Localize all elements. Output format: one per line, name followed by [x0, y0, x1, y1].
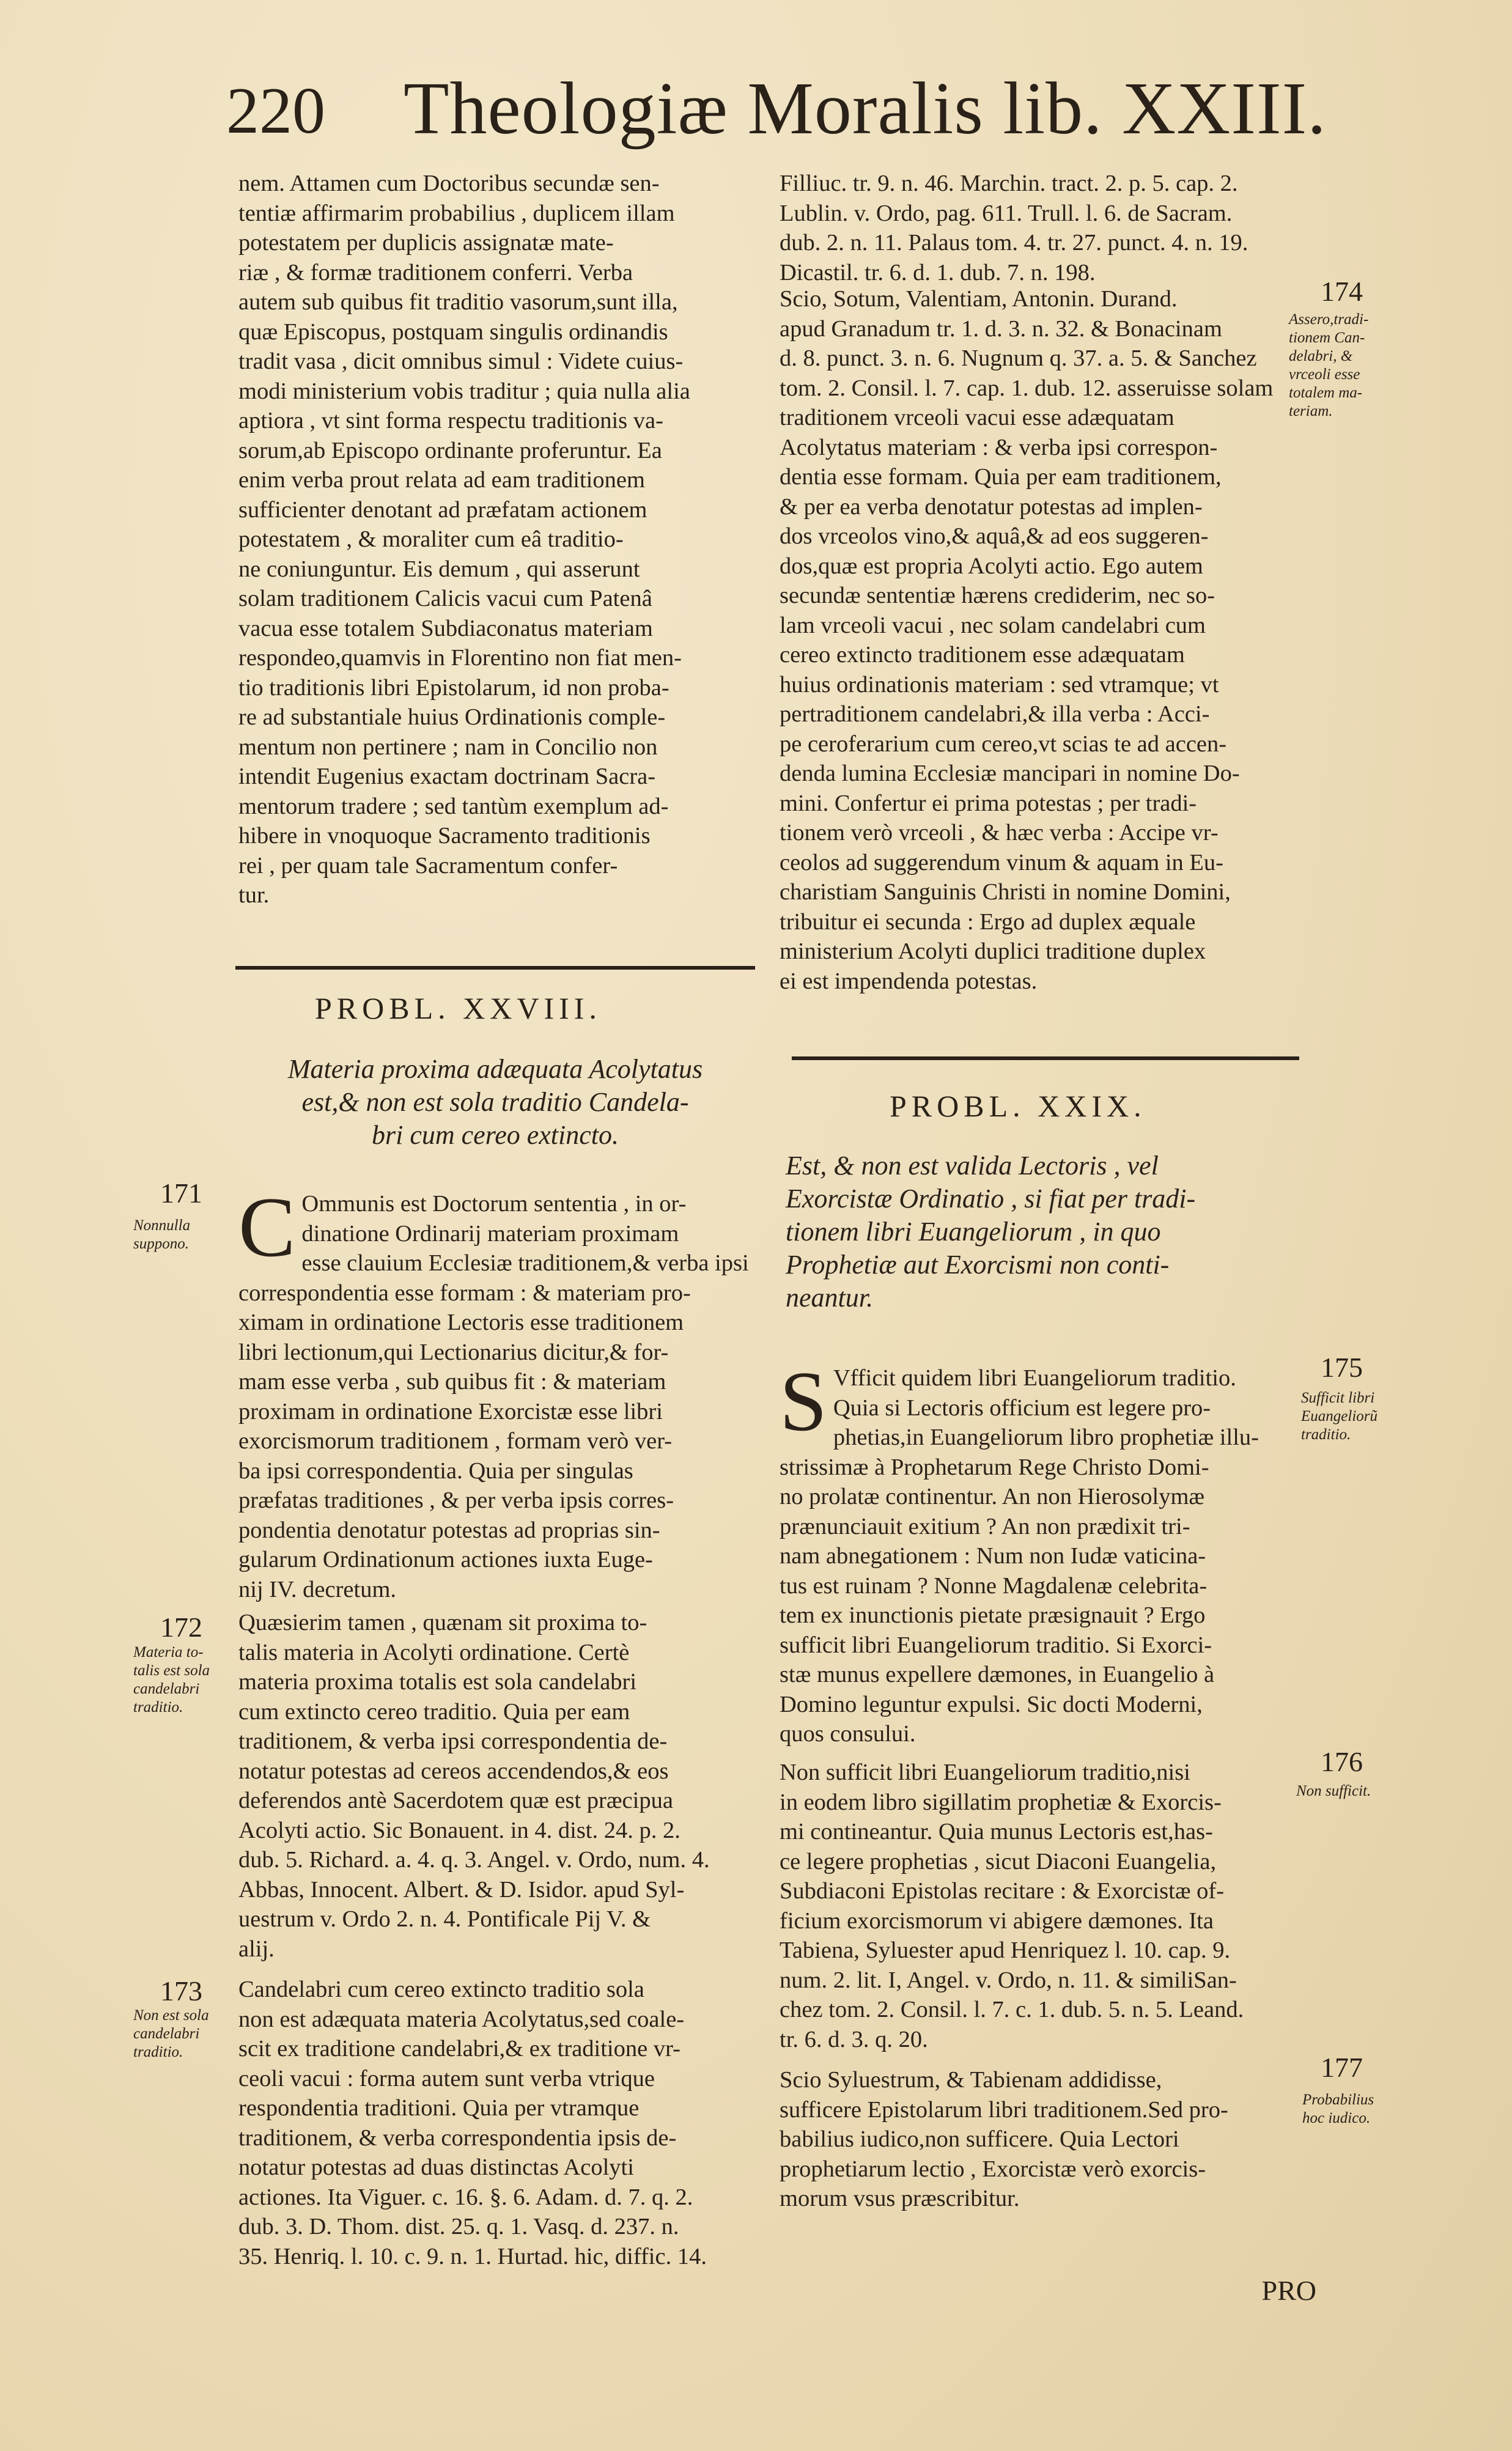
text-line: solam traditionem Calicis vacui cum Patenâ — [238, 586, 652, 611]
section-175 — [780, 1354, 1293, 1749]
text-line: ceolos ad suggerendum vinum & aquam in Eu- — [780, 849, 1223, 875]
text-line: respondentia traditioni. Quia per vtramque — [238, 2095, 640, 2121]
text-line: quæ Episcopus, postquam singulis ordinandis — [238, 319, 668, 345]
text-line: Quia si Lectoris officium est legere pro- — [833, 1395, 1211, 1421]
text-line: sufficit libri Euangeliorum traditio. Si Exorci- — [780, 1632, 1212, 1658]
probl-heading-28: PROBL. XXVIII. — [315, 991, 602, 1025]
gloss-line: Nonnulla — [133, 1217, 191, 1234]
text-line: charistiam Sanguinis Christi in nomine Domini, — [780, 879, 1231, 905]
text-line: tionem libri Euangeliorum , in quo — [786, 1217, 1161, 1247]
text-line: apud Granadum tr. 1. d. 3. n. 32. & Bonacinam — [780, 315, 1222, 342]
text-line: Quæsierim tamen , quænam sit proxima to- — [238, 1610, 647, 1635]
probl-heading-29: PROBL. XXIX. — [890, 1089, 1146, 1123]
text-line: mentorum tradere ; sed tantùm exemplum ad- — [238, 793, 669, 819]
text-line: Acolytatus materiam : & verba ipsi correspon- — [780, 434, 1218, 460]
left-continuation — [238, 169, 752, 910]
text-line: cereo extincto traditionem esse adæquatam — [780, 642, 1185, 668]
text-line: num. 2. lit. I, Angel. v. Ordo, n. 11. & similiSan- — [780, 1967, 1237, 1993]
text-line: traditionem vrceoli vacui esse adæquatam — [780, 405, 1175, 430]
text-line: traditionem, & verba correspondentia ipsis de- — [238, 2125, 677, 2151]
text-line: quos consului. — [780, 1721, 916, 1747]
gloss-line: teriam. — [1289, 403, 1333, 419]
text-line: dos,quæ est propria Acolyti actio. Ego autem — [780, 553, 1203, 579]
text-line: tem ex inunctionis pietate præsignauit ? Ergo — [780, 1602, 1206, 1628]
probl-subtitle-28 — [245, 1053, 746, 1152]
text-line: Lublin. v. Ordo, pag. 611. Trull. l. 6. de Sacram. — [780, 200, 1233, 226]
text-line: modi ministerium vobis traditur ; quia nulla alia — [238, 378, 690, 404]
text-line: tribuitur ei secunda : Ergo ad duplex æquale — [780, 909, 1196, 935]
text-line: nem. Attamen cum Doctoribus secundæ sen- — [238, 171, 660, 196]
text-line: riæ , & formæ traditionem conferri. Verba — [238, 259, 633, 286]
text-line: 35. Henriq. l. 10. c. 9. n. 1. Hurtad. hic, diffic. 14. — [238, 2243, 707, 2269]
text-line: aptiora , vt sint forma respectu traditionis va- — [238, 408, 663, 433]
text-line: notatur potestas ad duas distinctas Acolyti — [238, 2154, 634, 2180]
text-line: mam esse verba , sub quibus fit : & materiam — [238, 1369, 666, 1395]
section-rule — [235, 966, 755, 970]
gloss-line: candelabri — [133, 2025, 200, 2042]
marginal-number-176: 176 — [1321, 1746, 1363, 1777]
text-line: Materia proxima adæquata Acolytatus — [287, 1054, 703, 1084]
text-line: phetias,in Euangeliorum libro prophetiæ illu- — [833, 1425, 1259, 1450]
gloss-line: Non est sola — [133, 2007, 209, 2024]
marginal-gloss-175 — [1301, 1389, 1399, 1444]
gloss-line: candelabri — [133, 1681, 200, 1697]
text-line: morum vsus præscribitur. — [780, 2186, 1020, 2211]
text-line: hibere in vnoquoque Sacramento traditionis — [238, 823, 651, 849]
text-line: tur. — [238, 882, 270, 908]
text-line: tio traditionis libri Epistolarum, id non proba- — [238, 674, 669, 701]
text-line: Subdiaconi Epistolas recitare : & Exorcistæ of- — [780, 1878, 1225, 1904]
marginal-gloss-171 — [133, 1217, 231, 1253]
text-line: stæ munus expellere dæmones, in Euangelio à — [780, 1662, 1215, 1687]
text-line: Scio, Sotum, Valentiam, Antonin. Durand. — [780, 286, 1178, 312]
section-rule — [792, 1056, 1299, 1060]
text-line: ce legere prophetias , sicut Diaconi Euangelia, — [780, 1848, 1217, 1874]
text-line: ministerium Acolyti duplici traditione duplex — [780, 938, 1206, 964]
section-172 — [238, 1608, 752, 1964]
gloss-line: totalem ma- — [1289, 385, 1363, 401]
text-line: Candelabri cum cereo extincto traditio sola — [238, 1977, 644, 2002]
marginal-gloss-173 — [133, 2007, 231, 2062]
text-line: est,& non est sola traditio Candela- — [301, 1087, 689, 1117]
text-line: vacua esse totalem Subdiaconatus materiam — [238, 615, 653, 641]
text-line: autem sub quibus fit traditio vasorum,sunt illa, — [238, 289, 678, 315]
text-line: non est adæquata materia Acolytatus,sed coale- — [238, 2006, 685, 2032]
marginal-number-173: 173 — [160, 1975, 202, 2007]
text-line: exorcismorum traditionem , formam verò ver- — [238, 1428, 673, 1454]
marginal-number-171: 171 — [160, 1178, 202, 1209]
text-line: gularum Ordinationum actiones iuxta Euge- — [238, 1547, 653, 1572]
text-line: Exorcistæ Ordinatio , si fiat per tradi- — [786, 1184, 1196, 1214]
text-line: d. 8. punct. 3. n. 6. Nugnum q. 37. a. 5. & Sanchez — [780, 345, 1257, 371]
text-line: Ommunis est Doctorum sententia , in or- — [301, 1191, 687, 1217]
gloss-line: hoc iudico. — [1302, 2110, 1371, 2126]
text-line: prænunciauit exitium ? An non prædixit tri- — [780, 1513, 1190, 1539]
text-line: Prophetiæ aut Exorcismi non conti- — [786, 1250, 1170, 1280]
text-line: rei , per quam tale Sacramentum confer- — [238, 852, 618, 879]
section-173 — [238, 1975, 752, 2271]
gloss-line: tionem Can- — [1289, 330, 1365, 346]
section-176 — [780, 1758, 1293, 2054]
drop-cap: S — [780, 1354, 827, 1449]
text-line: tus est ruinam ? Nonne Magdalenæ celebrita- — [780, 1572, 1208, 1599]
text-line: enim verba prout relata ad eam traditionem — [238, 467, 645, 493]
marginal-gloss-177 — [1302, 2091, 1400, 2128]
text-line: Tabiena, Syluester apud Henriquez l. 10. cap. 9. — [780, 1937, 1231, 1963]
text-line: dub. 5. Richard. a. 4. q. 3. Angel. v. Ordo, num. 4. — [238, 1847, 710, 1873]
text-line: Domino leguntur expulsi. Sic docti Moderni, — [780, 1691, 1203, 1717]
text-line: mentum non pertinere ; nam in Concilio non — [238, 734, 658, 760]
marginal-number-175: 175 — [1321, 1352, 1363, 1383]
marginal-gloss-172 — [133, 1643, 231, 1717]
text-line: præfatas traditiones , & per verba ipsis corres- — [238, 1487, 674, 1513]
text-line: scit ex traditione candelabri,& ex traditione vr- — [238, 2036, 680, 2062]
text-line: libri lectionum,qui Lectionarius dicitur,& for- — [238, 1339, 669, 1365]
gloss-line: Sufficit libri — [1301, 1390, 1375, 1406]
text-line: intendit Eugenius exactam doctrinam Sacra- — [238, 764, 656, 789]
text-line: mini. Confertur ei prima potestas ; per tradi- — [780, 790, 1197, 816]
text-line: alij. — [238, 1936, 275, 1962]
right-continuation — [780, 169, 1293, 287]
gloss-line: vrceoli esse — [1289, 366, 1360, 383]
text-line: potestatem per duplicis assignatæ mate- — [238, 230, 614, 256]
text-line: dinatione Ordinarij materiam proximam — [301, 1220, 679, 1247]
gloss-line: delabri, & — [1289, 348, 1353, 364]
gloss-line: Non sufficit. — [1296, 1783, 1371, 1799]
section-174 — [780, 284, 1293, 996]
text-line: talis materia in Acolyti ordinatione. Certè — [238, 1639, 630, 1665]
text-line: esse clauium Ecclesiæ traditionem,& verba ipsi — [301, 1250, 749, 1276]
probl-subtitle-29 — [786, 1149, 1293, 1314]
text-line: pe ceroferarium cum cereo,vt scias te ad accen- — [780, 731, 1227, 757]
text-line: babilius iudico,non sufficere. Quia Lectori — [780, 2126, 1179, 2152]
text-line: ceoli vacui : forma autem sunt verba vtrique — [238, 2065, 655, 2092]
text-line: tr. 6. d. 3. q. 20. — [780, 2026, 928, 2052]
text-line: ximam in ordinatione Lectoris esse traditionem — [238, 1310, 684, 1335]
text-line: denda lumina Ecclesiæ mancipari in nomine Do- — [780, 761, 1240, 786]
text-line: & per ea verba denotatur potestas ad implen- — [780, 493, 1203, 520]
section-177 — [780, 2065, 1293, 2214]
text-line: proximam in ordinatione Exorcistæ esse libri — [238, 1398, 663, 1425]
gloss-line: Assero,tradi- — [1289, 311, 1369, 328]
text-line: huius ordinationis materiam : sed vtramque; vt — [780, 671, 1219, 698]
text-line: dub. 3. D. Thom. dist. 25. q. 1. Vasq. d. 237. n. — [238, 2214, 679, 2239]
text-line: re ad substantiale huius Ordinationis comple- — [238, 704, 666, 730]
text-line: dos vrceolos vino,& aquâ,& ad eos suggeren- — [780, 523, 1209, 549]
text-line: Acolyti actio. Sic Bonauent. in 4. dist. 24. p. 2. — [238, 1817, 680, 1843]
text-line: traditionem, & verba ipsi correspondentia de- — [238, 1728, 668, 1754]
text-line: ne coniunguntur. Eis demum , qui asserunt — [238, 556, 640, 582]
text-line: bri cum cereo extincto. — [372, 1120, 619, 1150]
marginal-gloss-174 — [1289, 311, 1387, 421]
text-line: Vfficit quidem libri Euangeliorum traditio. — [833, 1365, 1236, 1391]
text-line: deferendos antè Sacerdotem quæ est præcipua — [238, 1788, 673, 1813]
text-line: pertraditionem candelabri,& illa verba : Acci- — [780, 701, 1210, 727]
text-line: tionem verò vrceoli , & hæc verba : Accipe vr- — [780, 820, 1219, 846]
text-line: notatur potestas ad cereos accendendos,& eos — [238, 1758, 669, 1784]
text-line: neantur. — [786, 1283, 873, 1313]
text-line: Abbas, Innocent. Albert. & D. Isidor. apud Syl- — [238, 1876, 685, 1903]
marginal-gloss-176 — [1296, 1782, 1394, 1800]
text-line: nam abnegationem : Num non Iudæ vaticina- — [780, 1543, 1206, 1569]
text-line: Scio Syluestrum, & Tabienam addidisse, — [780, 2067, 1162, 2093]
text-line: dub. 2. n. 11. Palaus tom. 4. tr. 27. punct. 4. n. 19. — [780, 230, 1248, 256]
text-line: potestatem , & moraliter cum eâ traditio- — [238, 526, 624, 552]
text-line: tentiæ affirmarim probabilius , duplicem illam — [238, 200, 675, 226]
section-171 — [238, 1180, 752, 1604]
gloss-line: suppono. — [133, 1236, 189, 1252]
marginal-number-172: 172 — [160, 1612, 202, 1643]
text-line: ba ipsi correspondentia. Quia per singulas — [238, 1458, 633, 1484]
gloss-line: talis est sola — [133, 1662, 210, 1679]
text-line: no prolatæ continentur. An non Hierosolymæ — [780, 1484, 1205, 1509]
text-line: mi contineantur. Quia munus Lectoris est,has- — [780, 1819, 1213, 1845]
text-line: Filliuc. tr. 9. n. 46. Marchin. tract. 2. p. 5. cap. 2. — [780, 171, 1238, 196]
text-line: lam vrceoli vacui , nec solam candelabri cum — [780, 612, 1206, 638]
text-line: respondeo,quamvis in Florentino non fiat men- — [238, 645, 682, 671]
text-line: ei est impendenda potestas. — [780, 968, 1038, 994]
marginal-number-174: 174 — [1321, 276, 1363, 307]
text-line: sufficere Epistolarum libri traditionem.Sed pro- — [780, 2096, 1228, 2123]
catchword: PRO — [1261, 2275, 1316, 2306]
page-number: 220 — [226, 75, 325, 147]
text-line: secundæ sententiæ hærens crediderim, nec so- — [780, 583, 1215, 608]
text-line: cum extincto cereo traditio. Quia per eam — [238, 1698, 630, 1725]
gloss-line: traditio. — [133, 2044, 183, 2060]
gloss-line: Euangeliorũ — [1301, 1408, 1377, 1425]
gloss-line: Probabilius — [1302, 2092, 1374, 2108]
text-line: uestrum v. Ordo 2. n. 4. Pontificale Pij V. & — [238, 1906, 651, 1932]
text-line: actiones. Ita Viguer. c. 16. §. 6. Adam. d. 7. q. 2. — [238, 2184, 693, 2210]
text-line: in eodem libro sigillatim prophetiæ & Exorcis- — [780, 1789, 1222, 1815]
text-line: materia proxima totalis est sola candelabri — [238, 1669, 637, 1695]
text-line: Est, & non est valida Lectoris , vel — [786, 1151, 1159, 1181]
text-line: prophetiarum lectio , Exorcistæ verò exorcis- — [780, 2156, 1206, 2182]
gloss-line: Materia to- — [133, 1644, 204, 1660]
drop-cap: C — [238, 1180, 296, 1275]
text-line: Dicastil. tr. 6. d. 1. dub. 7. n. 198. — [780, 259, 1096, 286]
text-line: dentia esse formam. Quia per eam traditionem, — [780, 464, 1222, 490]
text-line: tradit vasa , dicit omnibus simul : Videte cuius- — [238, 348, 684, 374]
gloss-line: traditio. — [1301, 1426, 1351, 1443]
text-line: pondentia denotatur potestas ad proprias sin- — [238, 1517, 660, 1543]
text-line: sufficienter denotant ad præfatam actionem — [238, 496, 647, 523]
running-title: Theologiæ Moralis lib. XXIII. — [404, 67, 1327, 150]
text-line: Non sufficit libri Euangeliorum traditio,nisi — [780, 1760, 1190, 1785]
text-line: correspondentia esse formam : & materiam pro- — [238, 1280, 691, 1306]
text-line: tom. 2. Consil. l. 7. cap. 1. dub. 12. asseruisse solam — [780, 375, 1274, 401]
marginal-number-177: 177 — [1321, 2052, 1363, 2083]
text-line: sorum,ab Episcopo ordinante proferuntur. Ea — [238, 437, 662, 463]
gloss-line: traditio. — [133, 1699, 183, 1716]
text-line: nij IV. decretum. — [238, 1576, 397, 1602]
text-line: strissimæ à Prophetarum Rege Christo Domi- — [780, 1454, 1209, 1480]
text-line: ficium exorcismorum vi abigere dæmones. Ita — [780, 1907, 1214, 1934]
text-line: chez tom. 2. Consil. l. 7. c. 1. dub. 5. n. 5. Leand. — [780, 1997, 1244, 2022]
